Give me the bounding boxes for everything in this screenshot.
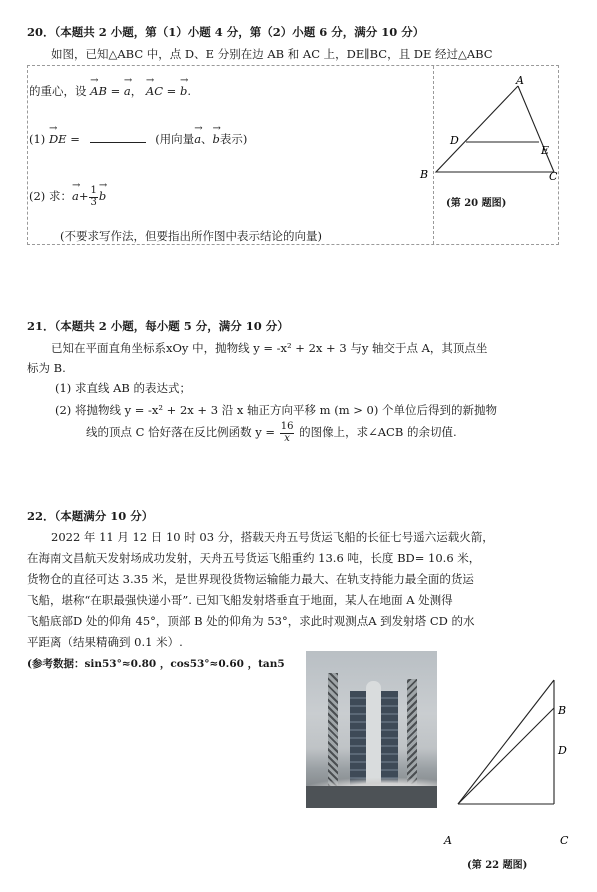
label-d: D bbox=[450, 134, 459, 147]
vector-a: → a bbox=[124, 82, 131, 98]
q20-part1 bbox=[29, 130, 247, 147]
plus-sign: + bbox=[78, 189, 89, 203]
q21-stem-line2: 标为 B. bbox=[27, 361, 66, 375]
q20-hint-pre: (用向量 bbox=[155, 132, 195, 146]
q21-stem-line1: 已知在平面直角坐标系xOy 中，抛物线 y = -x² + 2x + 3 与y 轴交于点 A，其顶点坐 bbox=[51, 341, 488, 355]
q20-hint-post: 表示) bbox=[219, 132, 248, 146]
q22-line-4: 飞船，堪称“在职最强快递小哥”. 已知飞船发射塔垂直于地面，某人在地面 A 处测得 bbox=[27, 593, 453, 607]
vector-ab: → AB bbox=[90, 82, 107, 98]
label-c: C bbox=[549, 170, 558, 183]
q20-line2-text: 的重心，设 bbox=[29, 84, 87, 98]
comma: ， bbox=[130, 84, 143, 98]
q20-figure-caption: (第 20 题图) bbox=[446, 198, 507, 209]
eq-sign: = bbox=[166, 84, 177, 98]
q22-line-3: 货物仓的直径可达 3.35 米，是世界现役货物运输能力最大、在轨支持能力最全面的货运 bbox=[27, 572, 474, 586]
vector-a: → a bbox=[72, 187, 79, 203]
eq-sign: = bbox=[70, 132, 80, 146]
fraction-numerator: 16 bbox=[280, 421, 294, 432]
q22-header: 22．（本题满分 10 分） bbox=[27, 509, 154, 523]
q22-line-2: 在海南文昌航天发射场成功发射，天舟五号货运飞船重约 13.6 吨，长度 BD= 10.6 米， bbox=[27, 551, 481, 565]
photo-rocket bbox=[366, 681, 381, 786]
label-b: B bbox=[420, 168, 429, 181]
sightline-to-b bbox=[458, 680, 554, 804]
q21-part2-text-pre: 线的顶点 C 恰好落在反比例函数 y = bbox=[86, 425, 276, 439]
period: . bbox=[187, 84, 191, 98]
q20-stem-line2 bbox=[29, 82, 191, 99]
q22-reference-data: (参考数据：sin53°≈0.80 ，cos53°≈0.60 ，tan5 bbox=[27, 658, 285, 670]
triangle-abc bbox=[436, 86, 554, 172]
label-e: E bbox=[541, 144, 550, 157]
label-b: B bbox=[558, 704, 567, 717]
photo-tower-left bbox=[328, 673, 338, 793]
label-a: A bbox=[444, 834, 452, 847]
q20-part1-label: (1) bbox=[29, 132, 46, 146]
q20-part2 bbox=[29, 186, 106, 208]
photo-tower-right bbox=[407, 679, 417, 794]
q20-triangle-figure bbox=[412, 72, 562, 187]
q22-line-5: 飞船底部D 处的仰角 45°，顶部 B 处的仰角为 53°，求此时观测点A 到发射塔 CD 的水 bbox=[27, 614, 475, 628]
fraction-numerator: 1 bbox=[90, 185, 97, 196]
vector-b: → b bbox=[180, 82, 187, 98]
rocket-launch-photo bbox=[306, 651, 437, 808]
fraction-denominator: x bbox=[284, 432, 290, 444]
sightline-to-d bbox=[458, 708, 554, 804]
vector-b: → b bbox=[99, 187, 106, 203]
vector-a: → a bbox=[194, 130, 201, 146]
q22-elevation-figure bbox=[440, 672, 580, 852]
q21-part1: (1) 求直线 AB 的表达式； bbox=[55, 381, 192, 395]
vector-de: → DE bbox=[49, 130, 67, 146]
label-d: D bbox=[558, 744, 567, 757]
vector-ac: → AC bbox=[146, 82, 163, 98]
vector-b: → b bbox=[213, 130, 220, 146]
q21-part2-line2 bbox=[86, 422, 457, 444]
label-c: C bbox=[560, 834, 569, 847]
q22-line-1: 2022 年 11 月 12 日 10 时 03 分，搭载天舟五号货运飞船的长征七号遥六运载火箭， bbox=[51, 530, 494, 544]
q22-figure-caption: (第 22 题图) bbox=[467, 860, 528, 871]
fraction-denominator: 3 bbox=[90, 196, 97, 208]
q20-note: (不要求写作法，但要指出所作图中表示结论的向量) bbox=[60, 229, 322, 243]
photo-ground bbox=[306, 786, 437, 808]
q20-part2-label: (2) 求： bbox=[29, 189, 72, 203]
q20-stem-line1: 如图，已知△ABC 中，点 D、E 分别在边 AB 和 AC 上，DE∥BC，且 DE 经过△ABC bbox=[51, 47, 493, 61]
eq-sign: = bbox=[110, 84, 121, 98]
q21-header: 21．（本题共 2 小题，每小题 5 分，满分 10 分） bbox=[27, 319, 289, 333]
q20-hint-mid: 、 bbox=[201, 132, 213, 146]
q21-part2-line1: (2) 将抛物线 y = -x² + 2x + 3 沿 x 轴正方向平移 m (m > 0) 个单位后得到的新抛物 bbox=[55, 403, 498, 417]
q21-part2-text-post: 的图像上，求∠ACB 的余切值. bbox=[299, 425, 457, 439]
q20-header: 20．（本题共 2 小题，第（1）小题 4 分，第（2）小题 6 分，满分 10 分） bbox=[27, 25, 425, 39]
q22-line-6: 平距离（结果精确到 0.1 米）. bbox=[27, 635, 183, 649]
fraction-16-over-x bbox=[280, 422, 295, 444]
label-a: A bbox=[516, 74, 524, 87]
fraction-one-third bbox=[89, 186, 97, 208]
answer-blank bbox=[90, 142, 146, 143]
